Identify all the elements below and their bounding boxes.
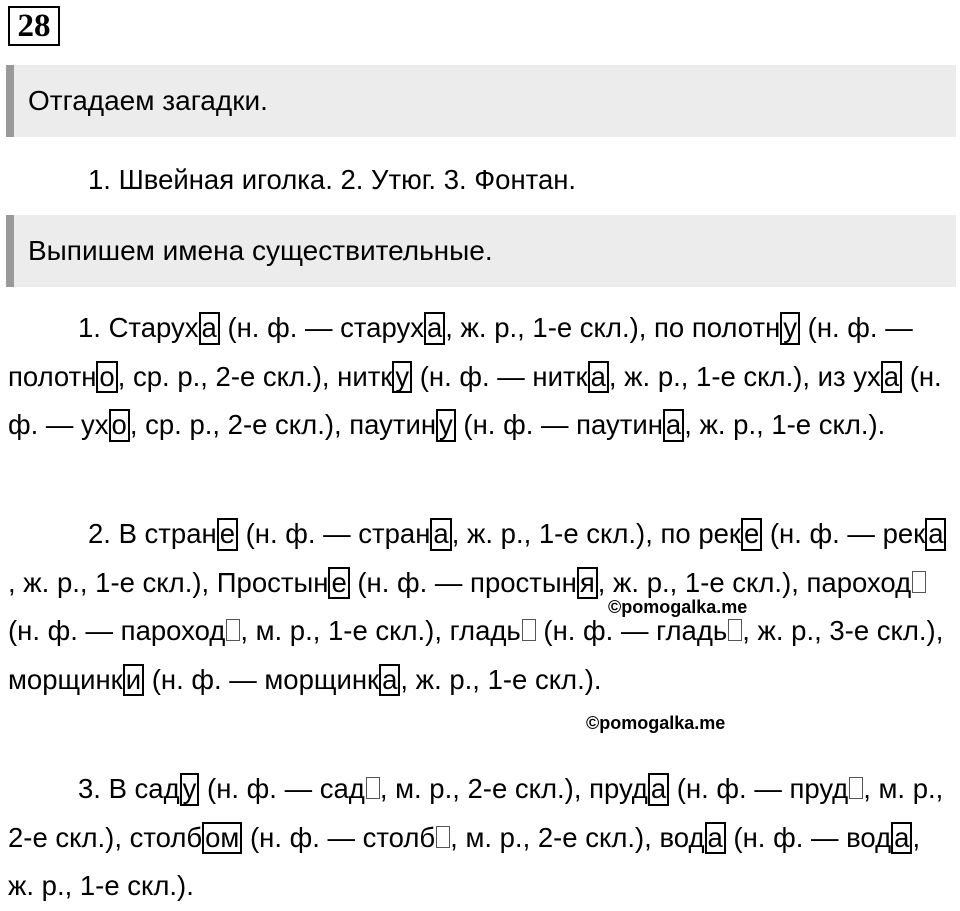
zero-ending-mark xyxy=(436,826,450,848)
text: 1. Старух xyxy=(78,312,199,343)
zero-ending-mark xyxy=(912,571,926,593)
ending-mark: а xyxy=(891,822,912,855)
text: 2. В стран xyxy=(88,518,217,549)
ending-mark: у xyxy=(392,361,412,394)
ending-mark: а xyxy=(588,361,609,394)
text: , м. р., 2-е скл.), столб xyxy=(8,773,944,853)
ending-mark: о xyxy=(109,409,130,442)
riddle-answers xyxy=(8,156,948,205)
text: , ж. р., 1-е скл.), Простын xyxy=(8,566,329,598)
ending-mark: а xyxy=(705,822,726,855)
text: , ж. р., 1-е скл.), пароход xyxy=(597,566,912,598)
task-number: 28 xyxy=(8,6,60,46)
ending-mark: и xyxy=(123,664,144,697)
ending-mark: а xyxy=(199,312,220,345)
ending-mark: ом xyxy=(202,822,242,855)
ending-mark: е xyxy=(328,567,349,600)
text: 3. В сад xyxy=(78,773,180,804)
ending-mark: у xyxy=(180,773,200,806)
paragraph-1 xyxy=(8,304,948,450)
zero-ending-mark xyxy=(522,619,536,641)
text: (н. ф. — гладь xyxy=(535,615,728,646)
watermark: ©pomogalka.me xyxy=(608,597,748,617)
ending-mark: а xyxy=(648,773,669,806)
text: , м. р., 2-е скл.), пруд xyxy=(379,773,648,804)
text: , ср. р., 2-е скл.), нитк xyxy=(117,360,393,392)
zero-ending-mark xyxy=(849,777,863,799)
text: (н. ф. — простын xyxy=(349,566,577,598)
section-heading-nouns: Выпишем имена существительные. xyxy=(6,215,956,287)
ending-mark: е xyxy=(741,518,762,551)
riddle-answers-text: 1. Швейная иголка. 2. Утюг. 3. Фонтан. xyxy=(88,164,577,195)
section-heading-riddles: Отгадаем загадки. xyxy=(6,65,956,137)
text: , ж. р., 1-е скл.), из ух xyxy=(608,360,881,392)
text: (н. ф. — паутин xyxy=(455,409,663,440)
zero-ending-mark xyxy=(728,619,742,641)
ending-mark: а xyxy=(424,312,445,345)
text: (н. ф. — сад xyxy=(199,773,365,804)
text: (н. ф. — пароход xyxy=(8,615,226,646)
zero-ending-mark xyxy=(366,777,380,799)
text: , м. р., 1-е скл.), гладь xyxy=(240,615,521,646)
text: , ж. р., 3-е скл.), морщинк xyxy=(8,615,944,695)
text: , ж. р., 1-е скл.). xyxy=(8,821,921,901)
ending-mark: е xyxy=(217,518,238,551)
ending-mark: а xyxy=(881,361,902,394)
text: , ср. р., 2-е скл.), паутин xyxy=(129,409,437,440)
paragraph-2 xyxy=(8,510,948,704)
ending-mark: у xyxy=(436,409,456,442)
text: , ж. р., 1-е скл.). xyxy=(400,663,602,695)
ending-mark: а xyxy=(663,409,684,442)
text: , ж. р., 1-е скл.), по рек xyxy=(451,518,741,549)
text: , ж. р., 1-е скл.), по полотн xyxy=(445,312,781,343)
text: (н. ф. — столб xyxy=(242,821,436,853)
paragraph-3 xyxy=(8,765,948,911)
ending-mark: а xyxy=(430,518,451,551)
text: (н. ф. — рек xyxy=(762,518,926,549)
text: , ж. р., 1-е скл.). xyxy=(684,409,886,440)
ending-mark: а xyxy=(925,518,946,551)
text: (н. ф. — старух xyxy=(219,312,424,343)
text: (н. ф. — нитк xyxy=(412,360,588,392)
ending-mark: у xyxy=(780,312,800,345)
text: (н. ф. — ух xyxy=(8,360,942,440)
text: (н. ф. — вод xyxy=(725,821,892,853)
watermark: ©pomogalka.me xyxy=(586,713,726,733)
text: (н. ф. — морщинк xyxy=(144,663,380,695)
ending-mark: а xyxy=(379,664,400,697)
text: (н. ф. — стран xyxy=(237,518,431,549)
text: (н. ф. — пруд xyxy=(669,773,849,804)
ending-mark: я xyxy=(577,567,598,600)
text: , м. р., 2-е скл.), вод xyxy=(450,821,705,853)
ending-mark: о xyxy=(96,361,117,394)
zero-ending-mark xyxy=(226,619,240,641)
text: (н. ф. — полотн xyxy=(8,312,913,392)
